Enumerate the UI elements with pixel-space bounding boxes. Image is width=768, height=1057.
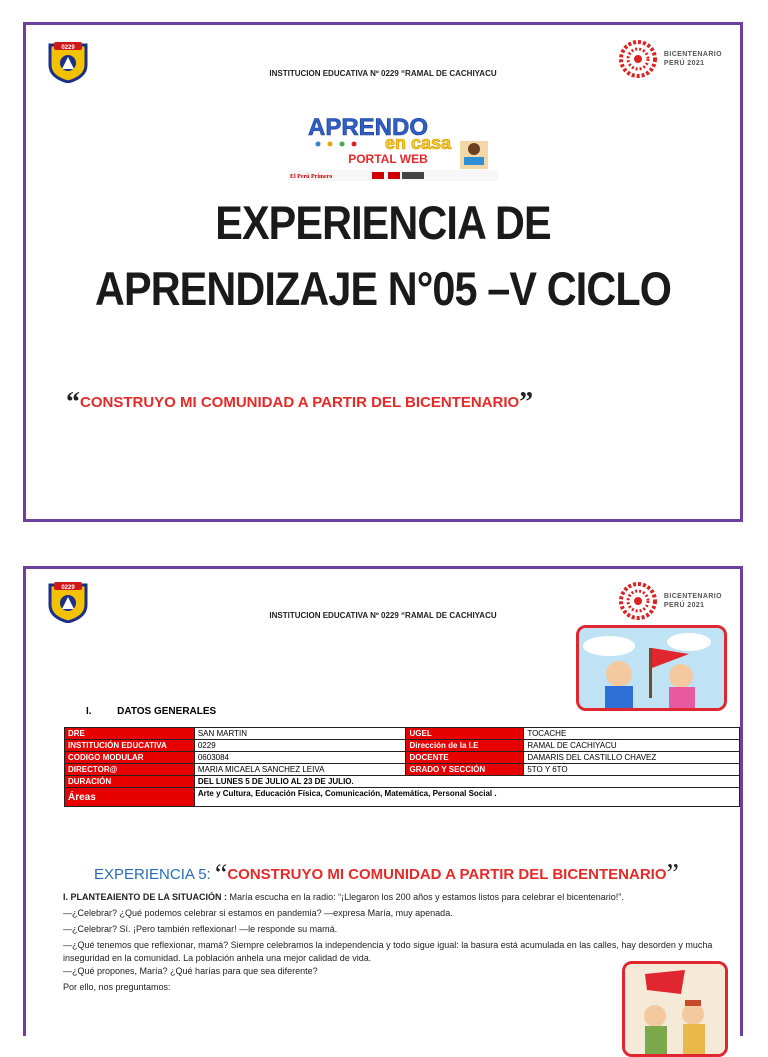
- section-heading: [86, 706, 216, 717]
- table-label: DOCENTE: [406, 752, 524, 764]
- bicentenario-year: PERÚ 2021: [663, 60, 705, 67]
- table-label: INSTITUCIÓN EDUCATIVA: [65, 740, 195, 752]
- table-label: CODIGO MODULAR: [65, 752, 195, 764]
- table-value: SAN MARTIN: [194, 728, 406, 740]
- experience-heading: [94, 859, 679, 891]
- close-quote: ”: [666, 859, 679, 890]
- table-row: [65, 752, 740, 764]
- community-illustration: [622, 961, 728, 1057]
- bicentenario-label: BICENTENARIO: [663, 593, 722, 600]
- institution-name: INSTITUCION EDUCATIVA Nº 0229 “RAMAL DE CACHIYACU: [269, 611, 497, 620]
- table-value: RAMAL DE CACHIYACU: [524, 740, 740, 752]
- logo-aprendo-text: APRENDO: [307, 114, 429, 141]
- situation-label: I. PLANTEAIENTO DE LA SITUACIÓN :: [63, 892, 228, 902]
- svg-text:0229: 0229: [61, 45, 75, 51]
- close-quote: ”: [519, 387, 534, 418]
- table-label: UGEL: [406, 728, 524, 740]
- logo-footer-text: El Perú Primero: [290, 174, 333, 180]
- section-title: DATOS GENERALES: [117, 706, 217, 717]
- table-value: 5TO Y 6TO: [524, 764, 740, 776]
- dialogue-line: —¿Qué tenemos que reflexionar, mamá? Siempre celebramos la independencia y todo sigue igual: la basura está acumulada en las calles, hay desorden y mucha inseguridad en la comunidad. La población anhela una mejor calidad de vida.: [63, 940, 713, 963]
- logo-portal-web-text: PORTAL WEB: [348, 152, 428, 166]
- bicentenario-label: BICENTENARIO: [663, 51, 722, 58]
- situation-intro: María escucha en la radio: “¡Llegaron los 200 años y estamos listos para celebrar el bicentenario!”.: [227, 892, 624, 902]
- open-quote: “: [66, 387, 80, 418]
- svg-text:0229: 0229: [61, 585, 75, 591]
- children-celebrating-illustration: [576, 625, 727, 711]
- table-value: MARIA MICAELA SANCHEZ LEIVA: [194, 764, 406, 776]
- duracion-label: DURACIÓN: [65, 776, 195, 788]
- title-line-2: APRENDIZAJE N°05 –V CICLO: [94, 262, 672, 315]
- cover-subtitle: [66, 387, 533, 419]
- table-value: TOCACHE: [524, 728, 740, 740]
- cover-page: [23, 22, 743, 522]
- table-label: GRADO Y SECCIÓN: [406, 764, 524, 776]
- table-row: [65, 776, 740, 788]
- table-row: [65, 728, 740, 740]
- children-flag-icon: [579, 628, 724, 708]
- logo-en-casa-text: en casa: [384, 133, 452, 153]
- dialogue-line: —¿Celebrar? Sí. ¡Pero también reflexionar! —le responde su mamá.: [63, 924, 338, 934]
- duracion-value: DEL LUNES 5 DE JULIO AL 23 DE JULIO.: [194, 776, 739, 788]
- dialogue-line: —¿Celebrar? ¿Qué podemos celebrar si estamos en pandemia? —expresa María, muy apenada.: [63, 908, 453, 918]
- table-row: [65, 788, 740, 807]
- table-label: Dirección de la I.E: [406, 740, 524, 752]
- table-label: DIRECTOR@: [65, 764, 195, 776]
- general-data-table: [64, 727, 740, 807]
- general-data-page: [23, 566, 743, 1036]
- table-value: 0603084: [194, 752, 406, 764]
- table-row: [65, 764, 740, 776]
- table-row: [65, 740, 740, 752]
- bicentenario-year: PERÚ 2021: [663, 602, 705, 609]
- areas-value: Arte y Cultura, Educación Física, Comunicación, Matemática, Personal Social .: [194, 788, 739, 807]
- aprendo-en-casa-logo: [288, 113, 498, 181]
- table-label: DRE: [65, 728, 195, 740]
- dialogue-line: Por ello, nos preguntamos:: [63, 982, 171, 992]
- areas-label: Áreas: [65, 788, 195, 807]
- section-number: I.: [86, 706, 92, 717]
- situation-paragraph: [63, 891, 739, 904]
- institution-name: INSTITUCION EDUCATIVA Nº 0229 “RAMAL DE CACHIYACU: [269, 69, 497, 78]
- title-line-1: EXPERIENCIA DE: [215, 196, 551, 249]
- table-value: DAMARIS DEL CASTILLO CHAVEZ: [524, 752, 740, 764]
- experience-label: EXPERIENCIA 5:: [94, 866, 211, 883]
- table-value: 0229: [194, 740, 406, 752]
- open-quote: “: [214, 859, 228, 890]
- experience-title: CONSTRUYO MI COMUNIDAD A PARTIR DEL BICENTENARIO: [227, 866, 667, 883]
- cover-subtitle-text: CONSTRUYO MI COMUNIDAD A PARTIR DEL BICENTENARIO: [80, 394, 520, 411]
- dialogue-line: —¿Qué propones, María? ¿Qué harías para que sea diferente?: [63, 966, 318, 976]
- community-children-icon: [625, 964, 725, 1054]
